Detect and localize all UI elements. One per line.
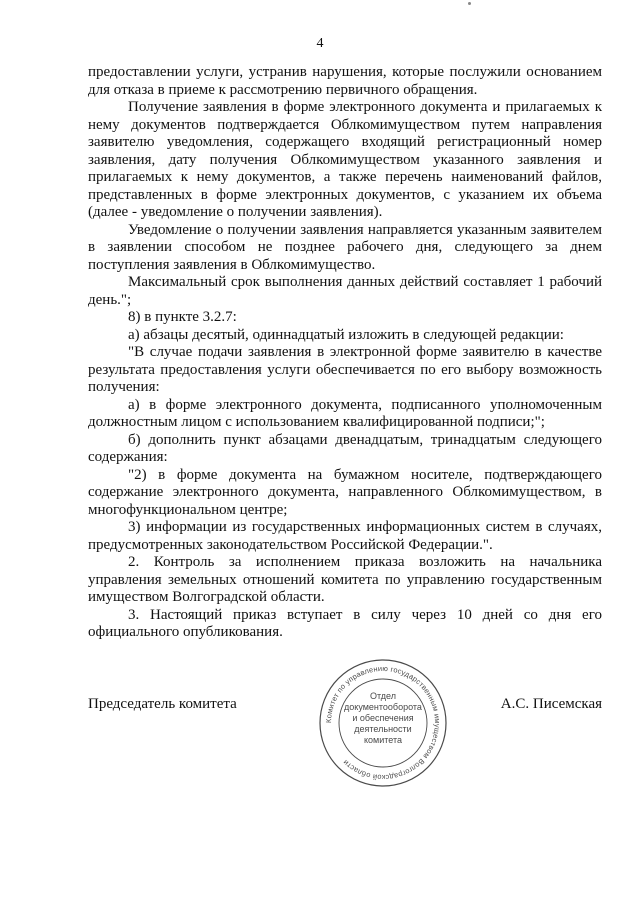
seal-line: комитета: [363, 735, 402, 745]
signatory-title: Председатель комитета: [88, 696, 237, 712]
paragraph: предоставлении услуги, устранив нарушения, которые послужили основанием для отказа в приеме к рассмотрению первичного обращения.: [88, 64, 602, 98]
paragraph: 2. Контроль за исполнением приказа возложить на начальника управления земельных отношений комитета по управлению государственным имуществом Волгоградской области.: [88, 554, 602, 605]
seal-center-text: [317, 691, 449, 746]
paragraph: 8) в пункте 3.2.7:: [128, 309, 237, 325]
paragraph: б) дополнить пункт абзацами двенадцатым, тринадцатым следующего содержания:: [88, 431, 602, 465]
seal-line: деятельности: [354, 724, 412, 734]
scan-dot: [468, 2, 471, 5]
document-body: [88, 64, 602, 642]
official-seal: [317, 657, 449, 789]
seal-line: и обеспечения: [352, 713, 414, 723]
paragraph: Максимальный срок выполнения данных действий составляет 1 рабочий день.";: [88, 274, 602, 308]
paragraph: 3) информации из государственных информационных систем в случаях, предусмотренных законодательством Российской Федерации.".: [88, 519, 602, 553]
paragraph: а) абзацы десятый, одиннадцатый изложить в следующей редакции:: [128, 326, 564, 343]
paragraph: Уведомление о получении заявления направляется указанным заявителем в заявлении способом не позднее рабочего дня, следующего за днем поступления заявления в Облкомимущество.: [88, 221, 602, 273]
seal-ring-textpath: Комитет по управлению государственным имуществом Волгоградской области: [323, 663, 443, 783]
paragraph: "В случае подачи заявления в электронной форме заявителю в качестве результата предоставления услуги обеспечивается по его выбору возможность получения:: [88, 344, 602, 395]
seal-line: документооборота: [344, 702, 422, 712]
paragraph: 3. Настоящий приказ вступает в силу через 10 дней со дня его официального опубликования.: [88, 606, 602, 640]
paragraph: а) в форме электронного документа, подписанного уполномоченным должностным лицом с использованием квалифицированной подписи;";: [88, 396, 602, 430]
seal-line: Отдел: [369, 691, 397, 701]
paragraph: "2) в форме документа на бумажном носителе, подтверждающего содержание электронного документа, направленного Облкомимуществом, в многофункциональном центре;: [88, 466, 602, 518]
page-number: 4: [316, 36, 324, 51]
paragraph: Получение заявления в форме электронного документа и прилагаемых к нему документов подтверждается Облкомимуществом путем направления заявителю уведомления, содержащего входящий регистрационный номер заявления, дату получения Облкомимуществом указанного заявления и прилагаемых к нему документов, а также перечень наименований файлов, представленных в форме электронных документов, с указанием их объема (далее - уведомление о получении заявления).: [88, 99, 602, 220]
signatory-name: А.С. Писемская: [500, 696, 602, 712]
